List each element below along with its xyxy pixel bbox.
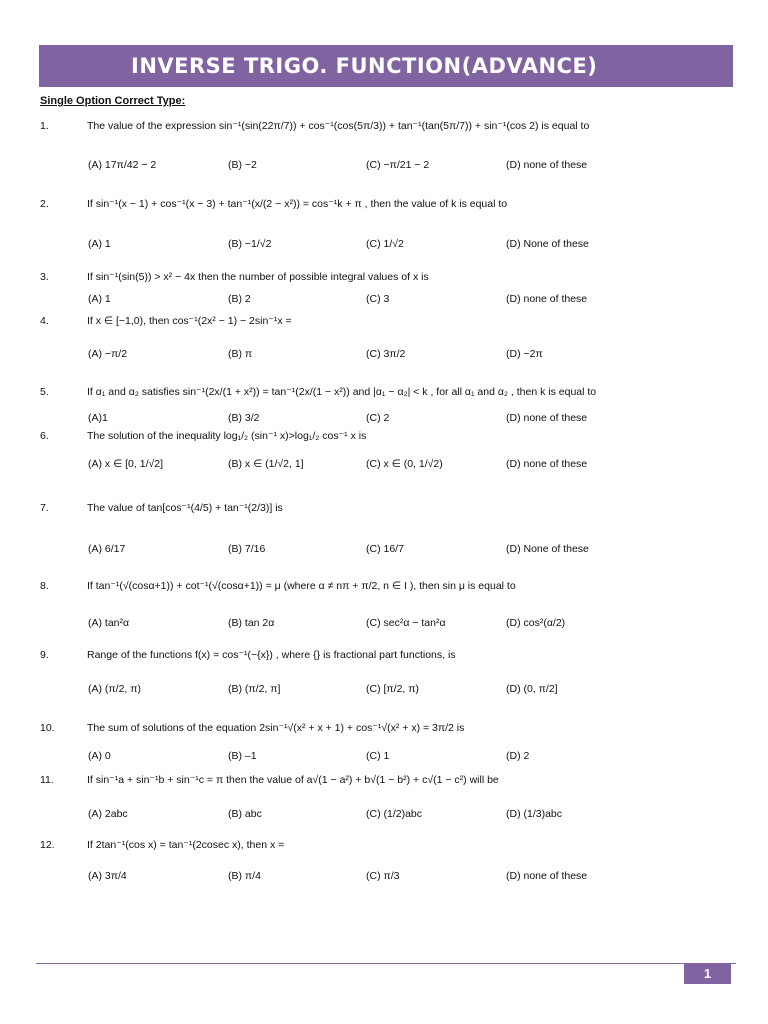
option-a: (A) tan²α xyxy=(88,617,130,629)
option-a: (A) 3π/4 xyxy=(88,870,127,882)
page-number: 1 xyxy=(684,964,731,984)
option-c: (C) 3π/2 xyxy=(366,348,406,360)
option-a: (A) (π/2, π) xyxy=(88,683,141,695)
page-title-banner: INVERSE TRIGO. FUNCTION(ADVANCE) xyxy=(39,45,733,87)
option-c: (C) 1/√2 xyxy=(366,238,404,250)
option-c: (C) 2 xyxy=(366,412,390,424)
option-a: (A)1 xyxy=(88,412,108,424)
option-b: (B) π xyxy=(228,348,253,360)
option-b: (B) π/4 xyxy=(228,870,261,882)
option-d: (D) (0, π/2] xyxy=(506,683,558,695)
question-number: 5. xyxy=(40,386,49,398)
option-c: (C) sec²α − tan²α xyxy=(366,617,446,629)
option-c: (C) 3 xyxy=(366,293,390,305)
option-a: (A) 1 xyxy=(88,238,111,250)
question-text: If 2tan⁻¹(cos x) = tan⁻¹(2cosec x), then x = xyxy=(87,839,285,851)
option-b: (B) abc xyxy=(228,808,262,820)
question-number: 2. xyxy=(40,198,49,210)
option-d: (D) none of these xyxy=(506,293,588,305)
option-d: (D) none of these xyxy=(506,870,588,882)
option-d: (D) None of these xyxy=(506,543,589,555)
option-a: (A) x ∈ [0, 1/√2] xyxy=(88,458,164,470)
option-c: (C) x ∈ (0, 1/√2) xyxy=(366,458,443,470)
question-text: If x ∈ [−1,0), then cos⁻¹(2x² − 1) − 2sin⁻¹x = xyxy=(87,315,292,327)
option-d: (D) none of these xyxy=(506,412,588,424)
question-number: 1. xyxy=(40,120,49,132)
option-a: (A) 2abc xyxy=(88,808,128,820)
question-text: The solution of the inequality log₁/₂ (sin⁻¹ x)>log₁/₂ cos⁻¹ x is xyxy=(87,430,367,442)
question-number: 4. xyxy=(40,315,49,327)
question-text: If α₁ and α₂ satisfies sin⁻¹(2x/(1 + x²)) = tan⁻¹(2x/(1 − x²)) and |α₁ − α₂| < k , for all α₁ and α₂ , then k is equal to xyxy=(87,386,597,398)
question-text: The value of tan[cos⁻¹(4/5) + tan⁻¹(2/3)] is xyxy=(87,502,283,514)
option-b: (B) 7/16 xyxy=(228,543,266,555)
option-d: (D) None of these xyxy=(506,238,589,250)
option-c: (C) (1/2)abc xyxy=(366,808,423,820)
question-text: If sin⁻¹(sin(5)) > x² − 4x then the number of possible integral values of x is xyxy=(87,271,429,283)
option-b: (B) tan 2α xyxy=(228,617,275,629)
option-a: (A) 6/17 xyxy=(88,543,126,555)
option-d: (D) −2π xyxy=(506,348,543,360)
question-number: 9. xyxy=(40,649,49,661)
question-number: 12. xyxy=(40,839,55,851)
question-number: 10. xyxy=(40,722,55,734)
option-b: (B) 3/2 xyxy=(228,412,260,424)
section-heading: Single Option Correct Type: xyxy=(40,95,186,107)
question-text: If tan⁻¹(√(cosα+1)) + cot⁻¹(√(cosα+1)) = μ (where α ≠ nπ + π/2, n ∈ I ), then sin μ is equal to xyxy=(87,580,516,592)
option-c: (C) π/3 xyxy=(366,870,400,882)
question-number: 3. xyxy=(40,271,49,283)
option-a: (A) 0 xyxy=(88,750,111,762)
question-number: 11. xyxy=(40,774,54,786)
option-b: (B) −2 xyxy=(228,159,257,171)
option-d: (D) cos²(α/2) xyxy=(506,617,566,629)
option-d: (D) 2 xyxy=(506,750,530,762)
question-text: If sin⁻¹a + sin⁻¹b + sin⁻¹c = π then the value of a√(1 − a²) + b√(1 − b²) + c√(1 − c²) will be xyxy=(87,774,499,786)
option-b: (B) −1/√2 xyxy=(228,238,272,250)
option-d: (D) none of these xyxy=(506,458,588,470)
option-a: (A) 17π/42 − 2 xyxy=(88,159,157,171)
option-c: (C) [π/2, π) xyxy=(366,683,419,695)
question-number: 7. xyxy=(40,502,49,514)
option-a: (A) −π/2 xyxy=(88,348,128,360)
question-text: If sin⁻¹(x − 1) + cos⁻¹(x − 3) + tan⁻¹(x/(2 − x²)) = cos⁻¹k + π , then the value of k is equal to xyxy=(87,198,508,210)
question-number: 8. xyxy=(40,580,49,592)
option-c: (C) 1 xyxy=(366,750,390,762)
option-b: (B) –1 xyxy=(228,750,257,762)
footer-divider xyxy=(36,963,736,964)
option-d: (D) (1/3)abc xyxy=(506,808,563,820)
question-text: The sum of solutions of the equation 2sin⁻¹√(x² + x + 1) + cos⁻¹√(x² + x) = 3π/2 is xyxy=(87,722,465,734)
option-a: (A) 1 xyxy=(88,293,111,305)
option-c: (C) 16/7 xyxy=(366,543,404,555)
option-b: (B) 2 xyxy=(228,293,251,305)
question-number: 6. xyxy=(40,430,49,442)
option-b: (B) x ∈ (1/√2, 1] xyxy=(228,458,304,470)
option-d: (D) none of these xyxy=(506,159,588,171)
question-text: Range of the functions f(x) = cos⁻¹(−{x}) , where {} is fractional part functions, is xyxy=(87,649,456,661)
option-c: (C) −π/21 − 2 xyxy=(366,159,430,171)
question-text: The value of the expression sin⁻¹(sin(22π/7)) + cos⁻¹(cos(5π/3)) + tan⁻¹(tan(5π/7)) + sin⁻¹(cos 2) is equal to xyxy=(87,120,590,132)
option-b: (B) (π/2, π] xyxy=(228,683,281,695)
